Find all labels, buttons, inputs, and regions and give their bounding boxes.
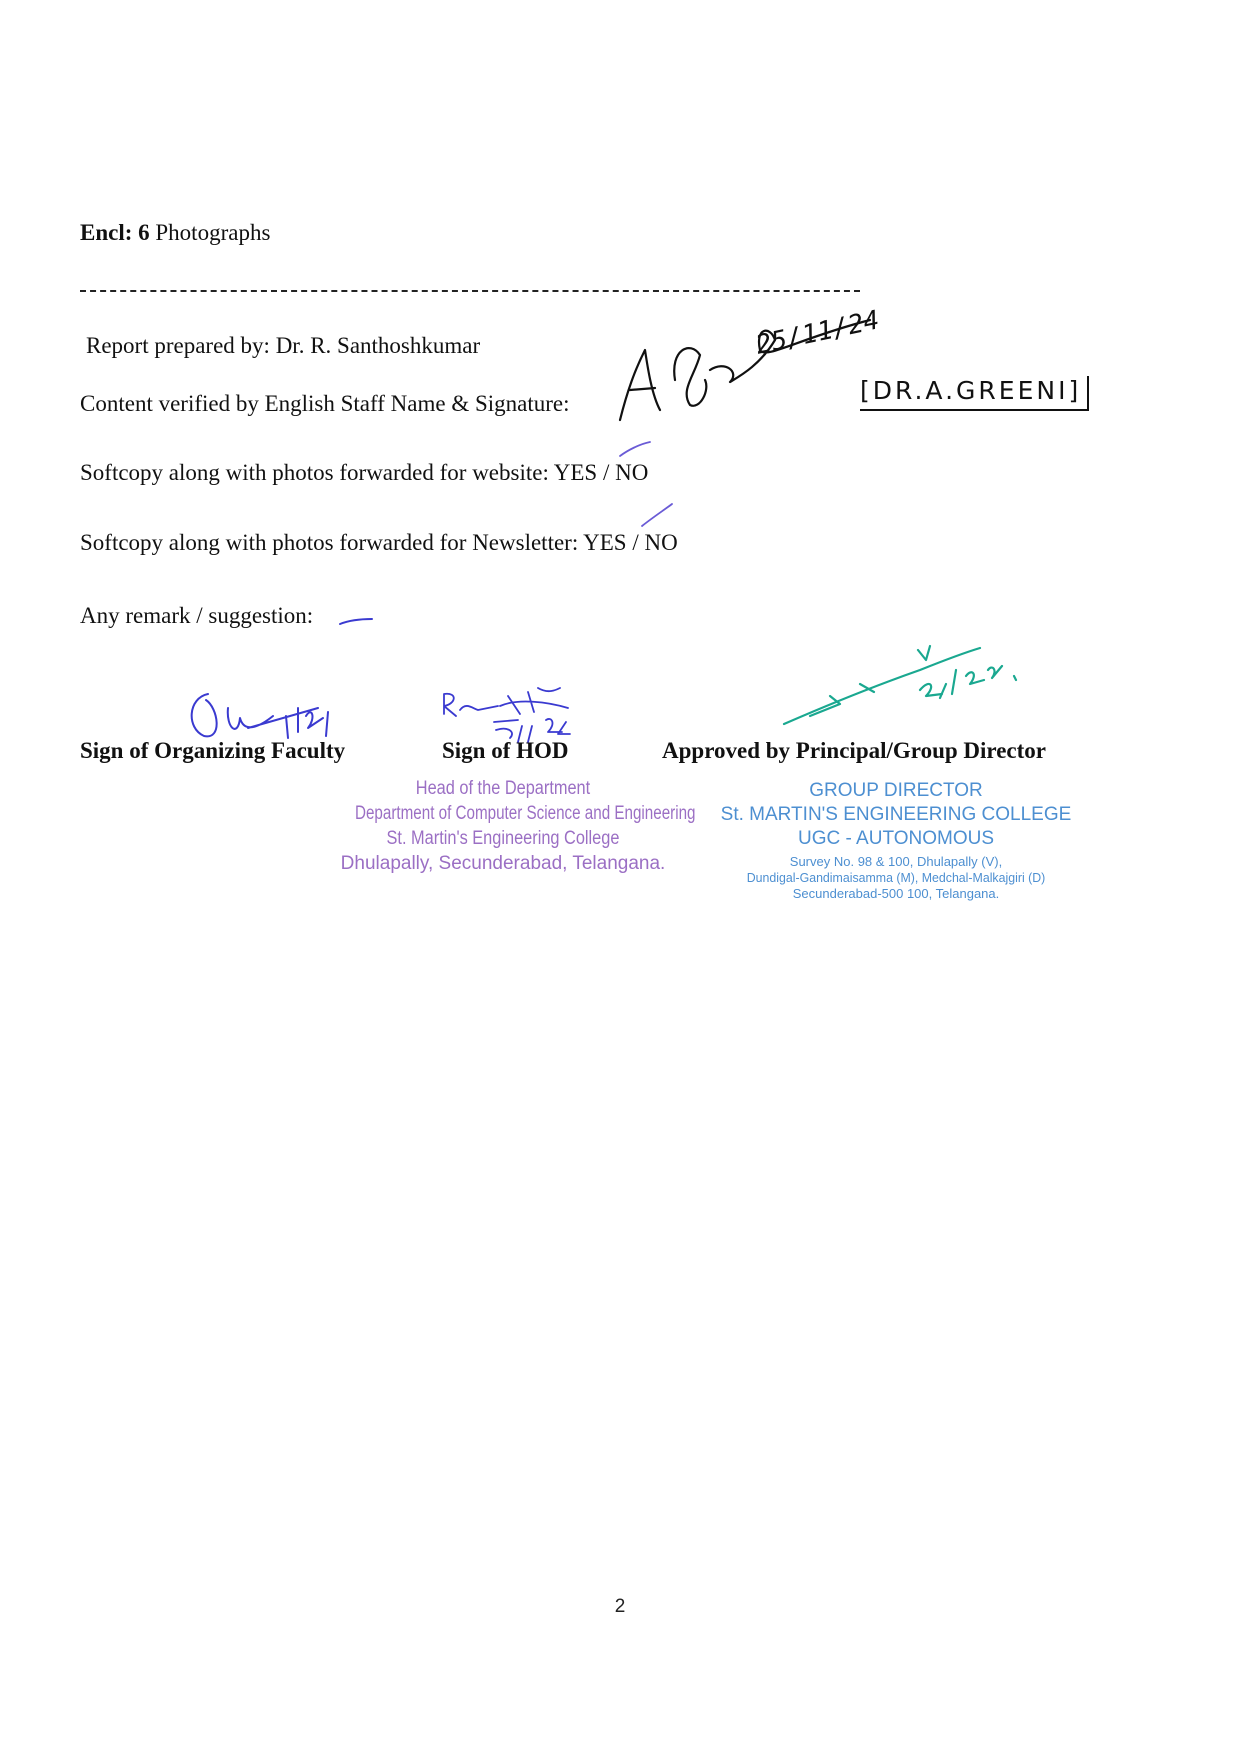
dashed-divider: [80, 290, 860, 292]
director-stamp-line4: Survey No. 98 & 100, Dhulapally (V),: [789, 854, 1003, 869]
director-stamp-line6: Secunderabad-500 100, Telangana.: [792, 886, 1000, 901]
page-number: 2: [614, 1596, 626, 1617]
group-director-stamp: [706, 780, 1086, 901]
verified-label: Content verified by English Staff Name & Signature:: [80, 391, 570, 416]
enclosure-line: [80, 220, 270, 246]
report-prepared-line: [86, 333, 480, 359]
director-stamp-line1: GROUP DIRECTOR: [809, 780, 983, 801]
prepared-by-name: Dr. R. Santhoshkumar: [275, 333, 481, 358]
softcopy-newsletter-line: [80, 530, 678, 556]
remark-dash-mark: [338, 614, 374, 628]
content-verified-line: [80, 391, 570, 417]
hod-sign-label: Sign of HOD: [442, 738, 569, 763]
director-stamp-line3: UGC - AUTONOMOUS: [798, 828, 994, 849]
remark-line: [80, 603, 313, 629]
hod-signature: [438, 686, 598, 746]
enclosure-text: Photographs: [155, 220, 271, 245]
enclosure-label: Encl:: [80, 220, 133, 245]
faculty-sign-label: Sign of Organizing Faculty: [80, 738, 346, 763]
remark-label: Any remark / suggestion:: [80, 603, 314, 628]
director-stamp-line2: St. MARTIN'S ENGINEERING COLLEGE: [720, 804, 1072, 825]
hod-stamp-line1: Head of the Department: [415, 778, 591, 799]
newsletter-tick-mark: [638, 500, 678, 530]
website-options: YES / NO: [553, 460, 649, 485]
principal-signature: [770, 640, 1030, 730]
website-label: Softcopy along with photos forwarded for website:: [80, 460, 549, 485]
website-tick-mark: [618, 440, 658, 470]
hod-stamp-line4: Dhulapally, Secunderabad, Telangana.: [340, 853, 666, 874]
hod-stamp: [318, 778, 696, 875]
newsletter-label: Softcopy along with photos forwarded for Newsletter:: [80, 530, 579, 555]
hod-stamp-line3: St. Martin's Engineering College: [386, 828, 620, 849]
prepared-by-label: Report prepared by:: [86, 333, 270, 358]
verifier-name-handwritten: [DR.A.GREENI]: [860, 376, 1089, 411]
verifier-date: 25/11/24: [753, 305, 882, 361]
hod-stamp-line2: Department of Computer Science and Engineering: [355, 803, 696, 824]
enclosure-count: 6: [138, 220, 150, 245]
newsletter-options: YES / NO: [583, 530, 678, 555]
principal-approval-label: Approved by Principal/Group Director: [662, 738, 1046, 763]
softcopy-website-line: [80, 460, 648, 486]
director-stamp-line5: Dundigal-Gandimaisamma (M), Medchal-Malkajgiri (D): [746, 870, 1046, 885]
